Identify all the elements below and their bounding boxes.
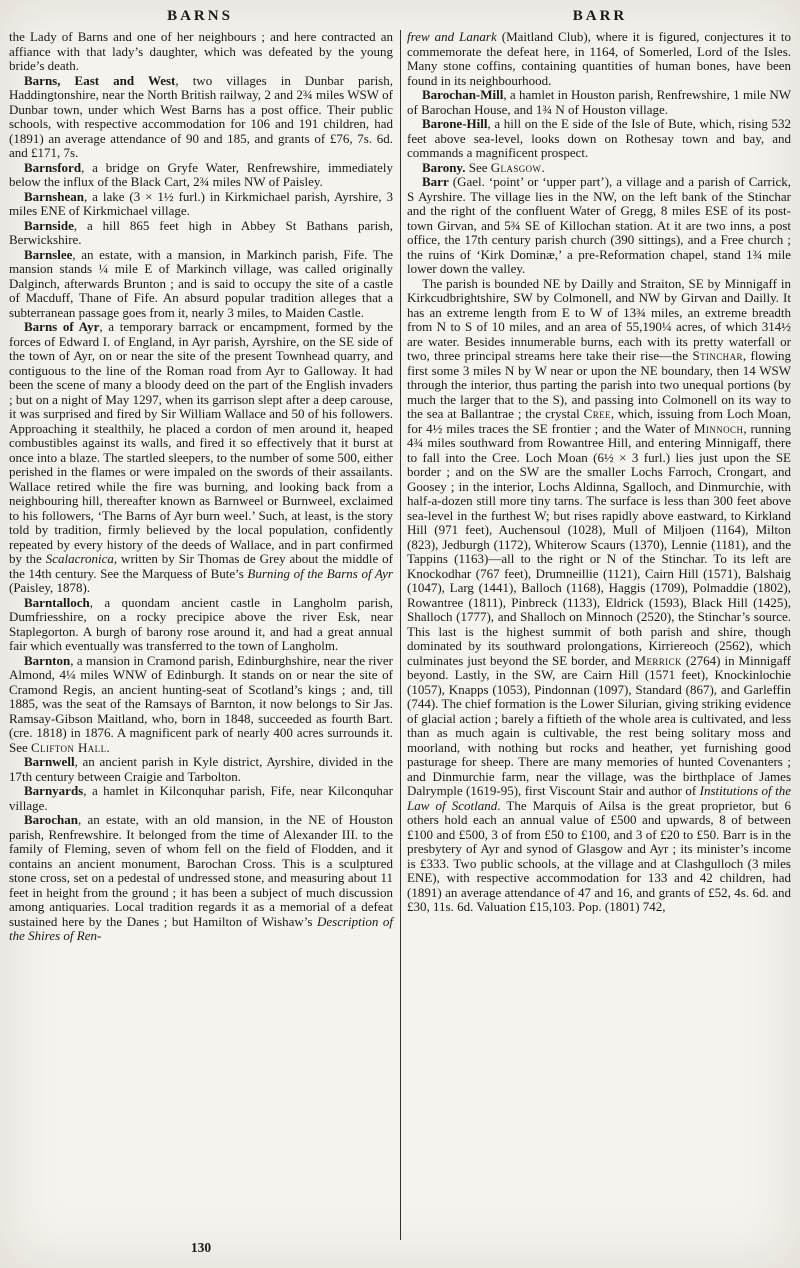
entry-barr <box>407 175 791 277</box>
text-columns <box>0 25 800 1240</box>
entry-barnside <box>9 219 393 248</box>
entry-barnslee <box>9 248 393 321</box>
running-heads <box>0 0 800 25</box>
entry-barns-east-and-west <box>9 74 393 161</box>
body-text: , a quondam ancient castle in Langholm parish, Dumfriesshire, on a rocky precipice above the river Esk, near Staplegorton. A burgh of barony rose around it, and had a great annual fair which eventually was transferred to the town of Langholm. <box>9 594 393 653</box>
continuation-paragraph <box>407 30 791 88</box>
entry-title: Barony. <box>422 159 466 175</box>
body-text: , a hamlet in Kilconquhar parish, Fife, near Kilconquhar village. <box>9 783 393 813</box>
body-text: See <box>465 159 491 175</box>
entry-barochan-mill <box>407 88 791 117</box>
entry-barnsford <box>9 161 393 190</box>
body-text: , a bridge on Gryfe Water, Renfrewshire, immediately below the influx of the Black Cart, 2¾ miles NW of Paisley. <box>9 159 393 189</box>
entry-title: Barns, East and West <box>24 72 176 88</box>
entry-title: Barnshean <box>24 188 84 204</box>
entry-title: Barochan <box>24 812 78 827</box>
entry-title: Barnwell <box>24 754 75 769</box>
right-column <box>407 30 791 1240</box>
entry-title: Barntalloch <box>24 594 90 610</box>
continuation-paragraph <box>407 277 791 915</box>
continuation-paragraph <box>9 30 393 74</box>
cross-reference: Cree <box>583 406 611 421</box>
running-head-left: BARNS <box>167 8 233 24</box>
body-text: , an estate, with an old mansion, in the NE of Houston parish, Renfrewshire. It belonged from the time of Alexander III. to the family of Fleming, seven of whom fell on the field of Flodden, and it contains an ancient monument, Barochan Cross. This is a sculptured stone cross, set on a pedestal of undressed stone, and measuring about 11 feet in height from the ground ; it has been a subject of much discussion among antiquaries. Local tradition regards it as a memorial of a defeat sustained here by the Danes ; but Hamilton of Wishaw’s <box>9 812 393 929</box>
cross-reference: Glasgow <box>490 159 542 175</box>
book-title: Scalacronica <box>45 551 114 566</box>
running-head-right: BARR <box>572 8 628 24</box>
cross-reference: Clifton Hall <box>31 739 107 755</box>
entry-title: Barone-Hill <box>422 116 488 131</box>
entry-barnyards <box>9 784 393 813</box>
entry-title: Barnslee <box>24 246 73 262</box>
cross-reference: Merrick <box>634 652 682 668</box>
entry-title: Barnside <box>24 217 74 233</box>
entry-barone-hill <box>407 117 791 161</box>
entry-barnton <box>9 654 393 756</box>
body-text: (Paisley, 1878). <box>9 580 91 595</box>
book-title: frew and Lanark <box>407 29 497 44</box>
body-text: , an ancient parish in Kyle district, Ayrshire, divided in the 17th century between Craigie and Tarbolton. <box>9 754 393 784</box>
entry-title: Barr <box>422 174 449 189</box>
body-text: , a temporary barrack or encampment, formed by the forces of Edward I. of England, in Ayr parish, Ayrshire, on the SE side of the town of Ayr, on or near the site of the present Townhead quarry, and contiguous to the line of the Roman road from Ayr to Galloway. It had been the scene of many a bloody deed on the part of the English invaders ; but on a night of May 1297, when its garrison slept after a deep carouse, it was surprised and fired by Sir William Wallace and 50 of his followers. Approaching it stealthily, he placed a cordon of men around it, heaped combustibles against its walls, and fired it so effectively that it burst at once into a blaze. The startled sleepers, to the number of some 500, either perished in the flames or were impaled on the swords of their assailants. Wallace retired while the fire was burning, and looking back from a neighbouring hill, thereafter known as Barnweel or Burnweel, exclaimed to his followers, ‘The Barns of Ayr burn weel.’ Such, at least, is the story told by tradition, firmly believed by the local population, confidently repeated by every history of the deeds of Wallace, and in part confirmed by the <box>9 319 394 566</box>
entry-title: Barnton <box>24 652 71 668</box>
body-text: The parish is bounded NE by Dailly and Straiton, SE by Minnigaff in Kirkcudbrightshire, SW by Colmonell, and NW by Girvan and Dailly. It has an extreme length from E to W of 13¾ miles, an extreme breadth from N to S of 10 miles, and an area of 55,190¼ acres, of which 314½ are water. Besides innumerable burns, each with its pretty waterfall or two, three principal streams here take their rise—the <box>407 275 791 363</box>
column-rule <box>400 30 401 1240</box>
book-title: Institutions of the Law of Scotland <box>407 783 791 813</box>
cross-reference: Stinchar <box>692 348 743 363</box>
body-text: , flowing first some 3 miles N by W near or upon the NE boundary, then 14 WSW through the interior, thus parting the parish into two unequal portions (by much the larger that to the S), and passing into Colmonell on its way to the sea at Ballantrae ; the crystal <box>407 348 791 421</box>
entry-barnshean <box>9 190 393 219</box>
entry-title: Barochan-Mill <box>422 87 504 102</box>
entry-barnwell <box>9 755 393 784</box>
body-text: . <box>106 739 110 755</box>
body-text: , a hill on the E side of the Isle of Bute, which, rising 532 feet above sea-level, looks down on Rothesay town and bay, and commands a magnificent prospect. <box>407 116 791 160</box>
book-title: Burning of the Barns of Ayr <box>247 565 393 581</box>
cross-reference: Minnoch <box>693 420 744 436</box>
body-text: , an estate, with a mansion, in Markinch parish, Fife. The mansion stands ¼ mile E of Markinch village, was called originally Dalginch, afterwards Brunton ; and is said to occupy the site of a castle of Macduff, Thane of Fife. An absurd popular tradition alleges that a subterranean passage goes from it, nearly 3 miles, to Maiden Castle. <box>9 246 393 320</box>
body-text: , a mansion in Cramond parish, Edinburghshire, near the river Almond, 4¼ miles WNW of Edinburgh. It stands on or near the site of Cramond Regis, an ancient hunting-seat of Scotland’s kings ; and, till 1885, was the seat of the Ramsays of Barnton, it now belongs to Sir Jas. Ramsay-Gibson Maitland, who, born in 1848, succeeded as fourth Bart. (cre. 1818) in 1876. A magnificent park of nearly 400 acres surrounds it. See <box>9 652 393 755</box>
book-title: Description of the Shires of Ren- <box>9 913 393 943</box>
body-text: , written by Sir Thomas de Grey about the middle of the 14th century. See the Marquess of Bute’s <box>9 551 393 581</box>
entry-title: Barnyards <box>24 783 84 798</box>
body-text: , a hamlet in Houston parish, Renfrewshire, 1 mile NW of Barochan House, and 1¾ N of Houston village. <box>407 87 791 117</box>
body-text: (Gael. ‘point’ or ‘upper part’), a village and a parish of Carrick, S Ayrshire. The village lies in the NW, on the left bank of the Stinchar and the right of the confluent Water of Gregg, 8 miles ESE of its post-town Girvan, and 5¾ SE of Killochan station. At it are two inns, a post office, the 17th century parish church (390 sittings), and a Free church ; the ruins of ‘Kirk Dominæ,’ a pre-Reformation chapel, stand 1¾ mile lower down the valley. <box>407 174 791 276</box>
body-text: , which, issuing from Loch Moan, for 4½ miles traces the SE frontier ; and the Water of <box>407 406 791 436</box>
entry-barony <box>407 161 791 176</box>
entry-barns-of-ayr <box>9 320 393 596</box>
body-text: . <box>541 159 545 175</box>
page-number: 130 <box>190 1240 212 1255</box>
body-text: (Maitland Club), where it is figured, conjectures it to commemorate the defeat here, in 1164, of Somerled, Lord of the Isles. Many stone coffins, containing quantities of human bones, have been found in its neighbourhood. <box>407 29 791 88</box>
entry-title: Barns of Ayr <box>24 319 100 334</box>
entry-barochan <box>9 813 393 944</box>
entry-title: Barnsford <box>24 159 82 175</box>
body-text: , two villages in Dunbar parish, Haddingtonshire, near the North British railway, 2 and 2¾ miles WSW of Dunbar town, under which West Barns has a post office. Their public schools, with respective accommodation for 106 and 191 children, had (1891) an average attendance of 90 and 185, and grants of £76, 7s. 6d. and £171, 7s. <box>9 72 393 160</box>
body-text: the Lady of Barns and one of her neighbours ; and here contracted an affiance with that lady’s daughter, which was defeated by the young bride’s death. <box>9 29 393 73</box>
left-column <box>9 30 393 1240</box>
body-text: , a hill 865 feet high in Abbey St Bathans parish, Berwickshire. <box>9 217 393 247</box>
body-text: (2764) in Minnigaff beyond. Lastly, in the SW, are Cairn Hill (1571 feet), Knockinlochie (1057), Knapps (1053), Pindonnan (1097), Standard (867), and Garleffin (744). The chief formation is the Lower Silurian, giving striking evidence of glacial action ; barely a fiftieth of the whole area is cultivated, and less than as much again is cultivable, the rest being solitary moss and moorland, with nothing but rocks and heather, yet furnishing good pasturage for sheep. There are many memories of hunted Covenanters ; and Dinmurchie farm, near the village, was the birthplace of James Dalrymple (1619-95), first Viscount Stair and author of <box>407 652 791 798</box>
body-text: , running 4¾ miles southward from Rowantree Hill, and entering Minnigaff, there to fall into the Cree. Loch Moan (6½ × 3 furl.) lies just upon the SE border ; and on the SW are the smaller Lochs Farroch, Crongart, and Goosey ; in the interior, Lochs Aldinna, Sgalloch, and Dinmurchie, with half-a-dozen still more tiny tarns. The surface is less than 300 feet above sea-level in the furthest W; but rises rapidly above eastward, to Kirkland Hill (971 feet), Auchensoul (1028), Mull of Miljoen (1164), Milton (823), Jedburgh (1172), Whiterow Scaurs (1370), Lennie (1181), and the Tappins (1163)—all to the right or N of the Stinchar. To its left are Knockodhar (767 feet), Drumneillie (1121), Cairn Hill (1571), Balshaig (1047), Larg (1441), Balloch (1168), Haggis (1709), Polmaddie (1802), Rowantree (1811), Pinbreck (1133), Eldrick (1593), Black Hill (1425), Shalloch (1777), and Shalloch on Minnoch (2520), the Stinchar’s source. This last is the highest summit of both parish and shire, though dominated by its southward prolongations, Kirriereoch (2562), which culminates just beyond the SE border, and <box>407 420 791 668</box>
entry-barntalloch <box>9 596 393 654</box>
body-text: . The Marquis of Ailsa is the great proprietor, but 6 others hold each an annual value of £500 and upwards, 8 of between £100 and £500, 3 of from £50 to £100, and 3 of £20 to £50. Barr is in the presbytery of Ayr and synod of Glasgow and Ayr ; its minister’s income is £333. Two public schools, at the village and at Clashgulloch (3 miles ENE), with respective accommodation for 133 and 42 children, had (1891) an average attendance of 47 and 16, and grants of £52, 4s. 6d. and £30, 11s. 6d. Valuation £15,103. Pop. (1801) 742, <box>407 797 791 914</box>
body-text: , a lake (3 × 1½ furl.) in Kirkmichael parish, Ayrshire, 3 miles ENE of Kirkmichael village. <box>9 188 393 218</box>
